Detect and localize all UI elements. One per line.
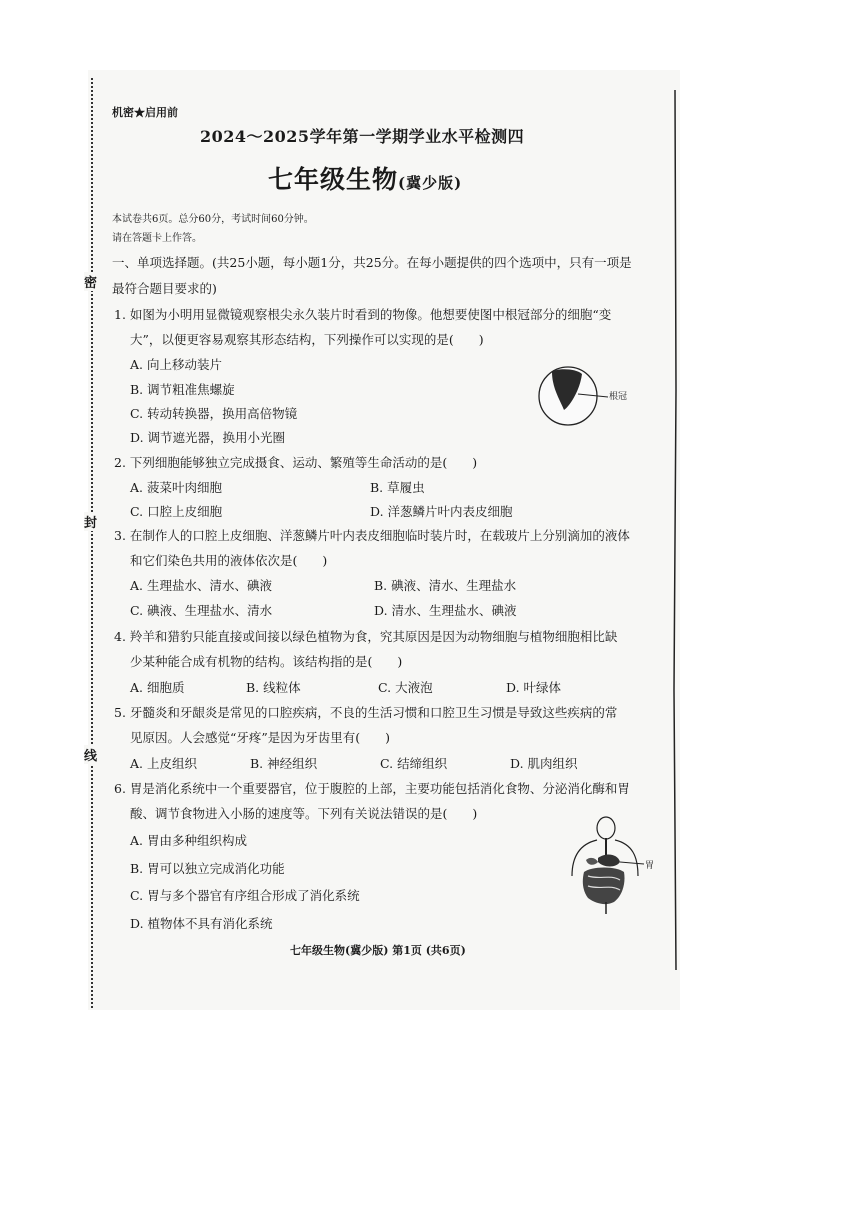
option: A. 上皮组织 (130, 756, 197, 771)
option: C. 口腔上皮细胞 (130, 504, 223, 519)
binding-char-xian: 线 (84, 745, 97, 764)
option: A. 生理盐水、清水、碘液 (130, 578, 272, 593)
page-footer: 七年级生物(冀少版) 第1页 (共6页) (290, 944, 466, 957)
question-stem-cont: 和它们染色共用的液体依次是( ) (130, 553, 328, 568)
subject-title (268, 160, 462, 196)
section-heading-cont: 最符合题目要求的) (112, 281, 217, 296)
exam-title: 2024～2025学年第一学期学业水平检测四 (200, 127, 525, 146)
secret-label: 机密★启用前 (112, 106, 178, 119)
question-stem: 1. 如图为小明用显微镜观察根尖永久装片时看到的物像。他想要使图中根冠部分的细胞“变 (114, 307, 612, 322)
option: C. 碘液、生理盐水、清水 (130, 603, 273, 618)
option: D. 植物体不具有消化系统 (130, 916, 273, 931)
question-stem-cont: 少某种能合成有机物的结构。该结构指的是( ) (130, 654, 403, 669)
option: D. 叶绿体 (506, 680, 562, 695)
binding-char-mi: 密 (84, 272, 97, 291)
option: A. 菠菜叶肉细胞 (130, 480, 222, 495)
option: B. 胃可以独立完成消化功能 (130, 861, 285, 876)
option: B. 线粒体 (246, 680, 301, 695)
question-stem: 2. 下列细胞能够独立完成摄食、运动、繁殖等生命活动的是( ) (114, 455, 478, 470)
option: B. 神经组织 (250, 756, 318, 771)
option: C. 胃与多个器官有序组合形成了消化系统 (130, 888, 360, 903)
option: D. 肌肉组织 (510, 756, 578, 771)
option: B. 草履虫 (370, 480, 425, 495)
option: D. 洋葱鳞片叶内表皮细胞 (370, 504, 513, 519)
option: C. 转动转换器，换用高倍物镜 (130, 406, 298, 421)
question-stem-cont: 大”，以便更容易观察其形态结构，下列操作可以实现的是( ) (130, 332, 484, 347)
question-stem: 3. 在制作人的口腔上皮细胞、洋葱鳞片叶内表皮细胞临时装片时，在载玻片上分别滴加的液体 (114, 528, 630, 543)
option: A. 细胞质 (130, 680, 185, 695)
section-heading: 一、单项选择题。(共25小题，每小题1分，共25分。在每小题提供的四个选项中，只有一项是 (112, 255, 632, 270)
question-stem-cont: 见原因。人会感觉“牙疼”是因为牙齿里有( ) (130, 730, 391, 745)
option: B. 调节粗准焦螺旋 (130, 382, 235, 397)
root-tip-figure (538, 364, 658, 428)
question-stem: 5. 牙髓炎和牙龈炎是常见的口腔疾病，不良的生活习惯和口腔卫生习惯是导致这些疾病的常 (114, 705, 618, 720)
edition-label: (冀少版) (398, 174, 463, 192)
option: A. 向上移动装片 (130, 357, 222, 372)
option: C. 结缔组织 (380, 756, 448, 771)
question-stem-cont: 酸、调节食物进入小肠的速度等。下列有关说法错误的是( ) (130, 806, 478, 821)
instruction-line: 请在答题卡上作答。 (112, 233, 202, 244)
figure-label-root-cap: 根冠 (609, 392, 628, 402)
binding-line (91, 78, 93, 1008)
option: D. 调节遮光器，换用小光圈 (130, 430, 286, 445)
question-stem: 6. 胃是消化系统中一个重要器官，位于腹腔的上部，主要功能包括消化食物、分泌消化酶和胃 (114, 781, 630, 796)
option: C. 大液泡 (378, 680, 433, 695)
subject-name: 七年级生物 (268, 165, 399, 194)
page-edge (672, 90, 678, 970)
question-stem: 4. 羚羊和猎豹只能直接或间接以绿色植物为食，究其原因是因为动物细胞与植物细胞相比缺 (114, 629, 618, 644)
digestive-system-figure (566, 814, 646, 918)
figure-label-stomach: 胃 (645, 861, 655, 871)
instruction-line: 本试卷共6页。总分60分，考试时间60分钟。 (112, 214, 314, 225)
option: D. 清水、生理盐水、碘液 (374, 603, 517, 618)
option: A. 胃由多种组织构成 (130, 833, 247, 848)
binding-char-feng: 封 (84, 512, 97, 531)
option: B. 碘液、清水、生理盐水 (374, 578, 517, 593)
